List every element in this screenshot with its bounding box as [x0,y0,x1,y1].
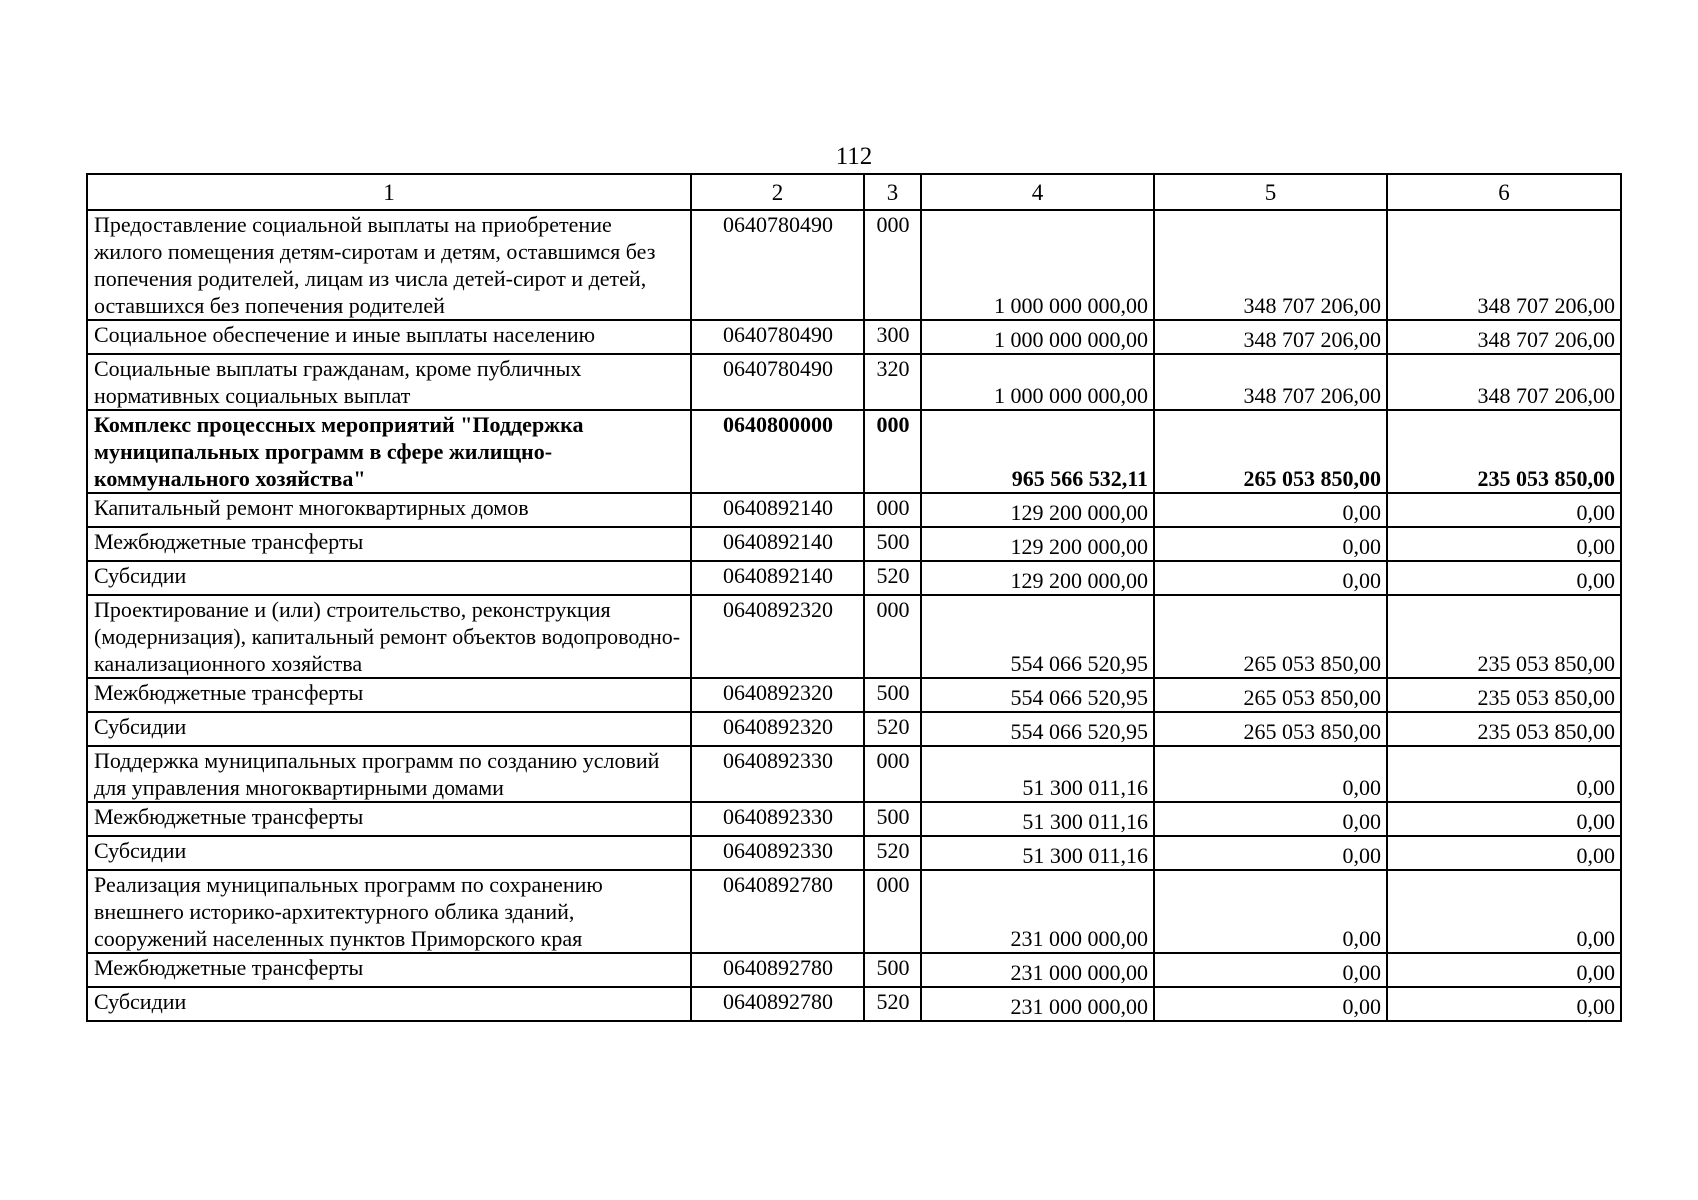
row-value-col5-cell: 0,00 [1154,870,1387,953]
row-name-cell: Комплекс процессных мероприятий "Поддержка муниципальных программ в сфере жилищно-коммунального хозяйства" [87,410,691,493]
budget-table [86,173,1622,1022]
row-expense-type-cell: 000 [864,493,921,527]
row-value-col4-cell: 51 300 011,16 [921,836,1154,870]
row-value-col4-cell: 51 300 011,16 [921,746,1154,802]
table-row [87,802,1621,836]
row-expense-type-cell: 500 [864,953,921,987]
row-value-col5-cell: 348 707 206,00 [1154,320,1387,354]
table-row [87,410,1621,493]
row-name-cell: Субсидии [87,836,691,870]
column-header-3: 3 [864,174,921,210]
row-name-cell: Социальные выплаты гражданам, кроме публичных нормативных социальных выплат [87,354,691,410]
row-code-cell: 0640800000 [691,410,864,493]
row-expense-type-cell: 000 [864,595,921,678]
row-code-cell: 0640780490 [691,210,864,320]
row-name-cell: Поддержка муниципальных программ по созданию условий для управления многоквартирными домами [87,746,691,802]
table-row [87,987,1621,1021]
table-header-row [87,174,1621,210]
row-name-cell: Предоставление социальной выплаты на приобретение жилого помещения детям-сиротам и детям, оставшимся без попечения родителей, лицам из числа детей-сирот и детей, оставшихся без попечения родителей [87,210,691,320]
row-code-cell: 0640892330 [691,836,864,870]
row-value-col4-cell: 554 066 520,95 [921,595,1154,678]
column-header-6: 6 [1387,174,1621,210]
row-value-col5-cell: 265 053 850,00 [1154,410,1387,493]
row-value-col5-cell: 0,00 [1154,561,1387,595]
row-value-col6-cell: 235 053 850,00 [1387,712,1621,746]
row-value-col4-cell: 554 066 520,95 [921,712,1154,746]
row-value-col4-cell: 129 200 000,00 [921,493,1154,527]
row-value-col4-cell: 1 000 000 000,00 [921,210,1154,320]
table-row [87,870,1621,953]
row-value-col6-cell: 0,00 [1387,987,1621,1021]
row-code-cell: 0640892780 [691,953,864,987]
row-name-cell: Реализация муниципальных программ по сохранению внешнего историко-архитектурного облика зданий, сооружений населенных пунктов Приморского края [87,870,691,953]
row-value-col4-cell: 554 066 520,95 [921,678,1154,712]
table-row [87,320,1621,354]
row-value-col4-cell: 965 566 532,11 [921,410,1154,493]
row-value-col5-cell: 348 707 206,00 [1154,210,1387,320]
row-value-col5-cell: 0,00 [1154,802,1387,836]
row-value-col4-cell: 231 000 000,00 [921,987,1154,1021]
row-value-col6-cell: 0,00 [1387,953,1621,987]
page-number: 112 [835,143,873,170]
row-value-col5-cell: 265 053 850,00 [1154,678,1387,712]
row-value-col4-cell: 1 000 000 000,00 [921,320,1154,354]
row-expense-type-cell: 000 [864,210,921,320]
row-expense-type-cell: 000 [864,746,921,802]
table-row [87,953,1621,987]
row-expense-type-cell: 000 [864,870,921,953]
row-name-cell: Капитальный ремонт многоквартирных домов [87,493,691,527]
row-value-col6-cell: 0,00 [1387,746,1621,802]
table-row [87,678,1621,712]
row-value-col4-cell: 231 000 000,00 [921,953,1154,987]
row-value-col6-cell: 0,00 [1387,561,1621,595]
row-name-cell: Межбюджетные трансферты [87,678,691,712]
row-value-col5-cell: 0,00 [1154,836,1387,870]
row-code-cell: 0640892140 [691,561,864,595]
row-name-cell: Субсидии [87,987,691,1021]
row-name-cell: Проектирование и (или) строительство, реконструкция (модернизация), капитальный ремонт объектов водопроводно-канализационного хозяйства [87,595,691,678]
row-value-col6-cell: 348 707 206,00 [1387,320,1621,354]
row-value-col6-cell: 348 707 206,00 [1387,210,1621,320]
table-row [87,595,1621,678]
row-code-cell: 0640892140 [691,493,864,527]
table-row [87,561,1621,595]
row-expense-type-cell: 520 [864,712,921,746]
row-value-col5-cell: 265 053 850,00 [1154,712,1387,746]
row-name-cell: Межбюджетные трансферты [87,802,691,836]
row-code-cell: 0640892330 [691,746,864,802]
row-value-col5-cell: 0,00 [1154,987,1387,1021]
row-expense-type-cell: 520 [864,987,921,1021]
table-body [87,210,1621,1021]
row-name-cell: Социальное обеспечение и иные выплаты населению [87,320,691,354]
row-expense-type-cell: 500 [864,527,921,561]
row-expense-type-cell: 520 [864,561,921,595]
column-header-2: 2 [691,174,864,210]
row-value-col6-cell: 348 707 206,00 [1387,354,1621,410]
row-value-col4-cell: 129 200 000,00 [921,527,1154,561]
row-expense-type-cell: 500 [864,678,921,712]
table-row [87,354,1621,410]
row-value-col6-cell: 235 053 850,00 [1387,410,1621,493]
row-code-cell: 0640892140 [691,527,864,561]
row-name-cell: Субсидии [87,712,691,746]
row-name-cell: Межбюджетные трансферты [87,953,691,987]
row-value-col4-cell: 231 000 000,00 [921,870,1154,953]
row-value-col6-cell: 0,00 [1387,870,1621,953]
row-value-col4-cell: 129 200 000,00 [921,561,1154,595]
row-code-cell: 0640892330 [691,802,864,836]
row-value-col5-cell: 0,00 [1154,527,1387,561]
row-value-col5-cell: 348 707 206,00 [1154,354,1387,410]
column-header-5: 5 [1154,174,1387,210]
table-row [87,746,1621,802]
row-value-col4-cell: 51 300 011,16 [921,802,1154,836]
row-value-col6-cell: 0,00 [1387,493,1621,527]
row-expense-type-cell: 000 [864,410,921,493]
row-code-cell: 0640892320 [691,595,864,678]
row-expense-type-cell: 520 [864,836,921,870]
row-expense-type-cell: 300 [864,320,921,354]
column-header-1: 1 [87,174,691,210]
row-name-cell: Субсидии [87,561,691,595]
row-value-col5-cell: 265 053 850,00 [1154,595,1387,678]
row-code-cell: 0640892780 [691,870,864,953]
row-code-cell: 0640892780 [691,987,864,1021]
table-row [87,527,1621,561]
row-value-col5-cell: 0,00 [1154,493,1387,527]
row-code-cell: 0640892320 [691,712,864,746]
table-row [87,493,1621,527]
row-value-col6-cell: 235 053 850,00 [1387,595,1621,678]
column-header-4: 4 [921,174,1154,210]
table-row [87,210,1621,320]
row-expense-type-cell: 500 [864,802,921,836]
row-code-cell: 0640892320 [691,678,864,712]
table-row [87,836,1621,870]
row-name-cell: Межбюджетные трансферты [87,527,691,561]
table-row [87,712,1621,746]
row-value-col6-cell: 235 053 850,00 [1387,678,1621,712]
row-value-col5-cell: 0,00 [1154,746,1387,802]
row-expense-type-cell: 320 [864,354,921,410]
row-value-col6-cell: 0,00 [1387,802,1621,836]
row-code-cell: 0640780490 [691,320,864,354]
row-value-col4-cell: 1 000 000 000,00 [921,354,1154,410]
row-value-col5-cell: 0,00 [1154,953,1387,987]
row-code-cell: 0640780490 [691,354,864,410]
row-value-col6-cell: 0,00 [1387,527,1621,561]
row-value-col6-cell: 0,00 [1387,836,1621,870]
